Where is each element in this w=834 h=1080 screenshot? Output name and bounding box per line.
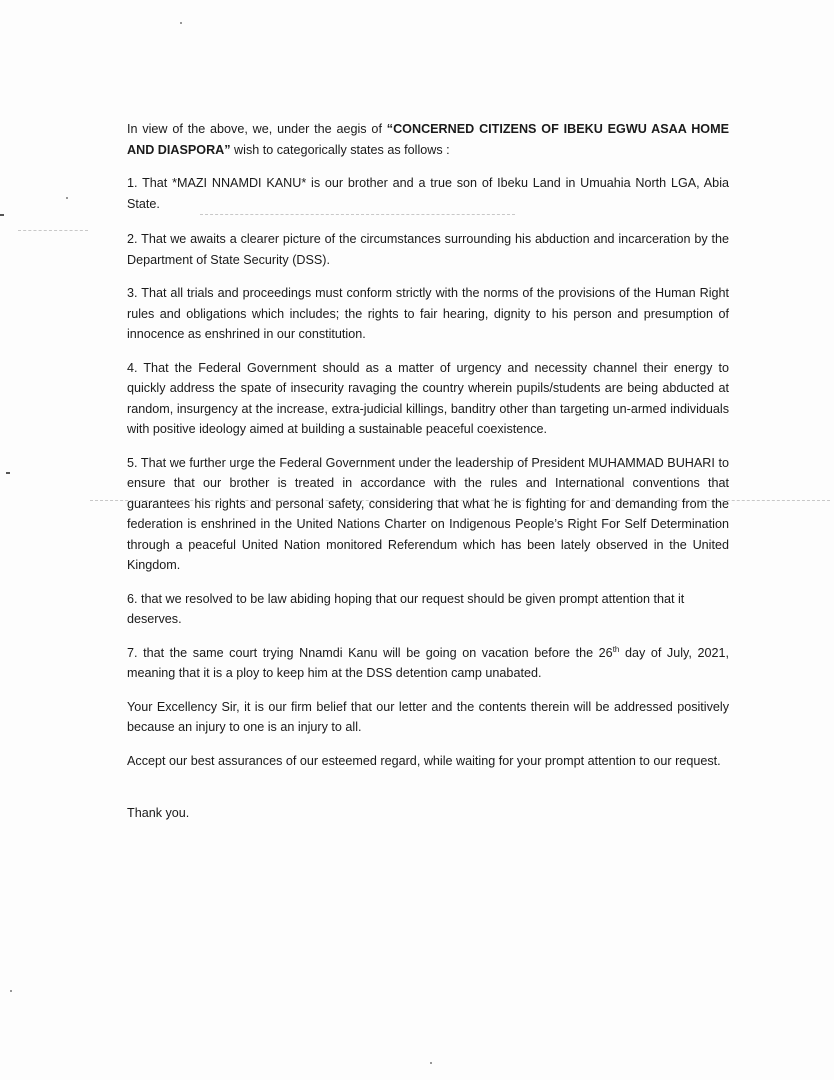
- scan-speck: [430, 1062, 432, 1064]
- list-item-2: 2. That we awaits a clearer picture of the circumstances surrounding his abduction and incarceration by the Department of State Security (DSS).: [127, 232, 729, 267]
- list-item-3: 3. That all trials and proceedings must conform strictly with the norms of the provisions of the Human Right rules and obligations which includes; the rights to fair hearing, dignity to his person and presumption of innocence as enshrined in our constitution.: [127, 286, 729, 341]
- item7-text-end: day of July, 2021, meaning that it is a ploy to keep him at the DSS detention camp unabated.: [127, 645, 729, 680]
- list-item-5: 5. That we further urge the Federal Government under the leadership of President MUHAMMAD BUHARI to ensure that our brother is treated in accordance with the rules and International conventions that guarantees his rights and personal safety, considering that what he is fighting for and demanding from the federation is enshrined in the United Nations Charter on Indigenous People’s Right For Self Determination through a peaceful United Nation monitored Referendum which has been lately observed in the United Kingdom.: [127, 455, 729, 572]
- scan-speck: [66, 197, 68, 199]
- scan-speck: [10, 990, 12, 992]
- accept-paragraph: Accept our best assurances of our esteemed regard, while waiting for your prompt attention to our request.: [127, 753, 721, 768]
- scan-mark: [0, 214, 4, 216]
- excellency-paragraph: Your Excellency Sir, it is our firm belief that our letter and the contents therein will be addressed positively because an injury to one is an injury to all.: [127, 699, 729, 734]
- intro-prefix: In view of the above, we, under the aegis of: [127, 122, 387, 136]
- list-item-4: 4. That the Federal Government should as a matter of urgency and necessity channel their energy to quickly address the spate of insecurity ravaging the country wherein pupils/students are being abducted at random, insurgency at the increase, extra-judicial killings, banditry other than targeting un-armed individuals with positive ideology aimed at building a sustainable peaceful coexistence.: [127, 360, 729, 436]
- letter-body: [127, 119, 729, 824]
- list-item-6: 6. that we resolved to be law abiding hoping that our request should be given prompt attention that it deserves.: [127, 591, 685, 626]
- item7-text-start: 7. that the same court trying Nnamdi Kanu will be going on vacation before the 26: [127, 645, 613, 660]
- list-item-7: [127, 643, 729, 684]
- list-item-1: 1. That *MAZI NNAMDI KANU* is our brother and a true son of Ibeku Land in Umuahia North LGA, Abia State.: [127, 176, 729, 211]
- scan-mark: [6, 472, 10, 474]
- intro-paragraph: [127, 119, 729, 160]
- scan-speck: [180, 22, 182, 24]
- item7-superscript: th: [612, 644, 620, 654]
- organization-name: “CONCERNED CITIZENS OF IBEKU EGWU ASAA HOME AND DIASPORA”: [127, 122, 729, 157]
- closing-line: Thank you.: [127, 806, 190, 820]
- scan-dash-line: [18, 230, 88, 231]
- intro-suffix: wish to categorically states as follows :: [230, 142, 450, 157]
